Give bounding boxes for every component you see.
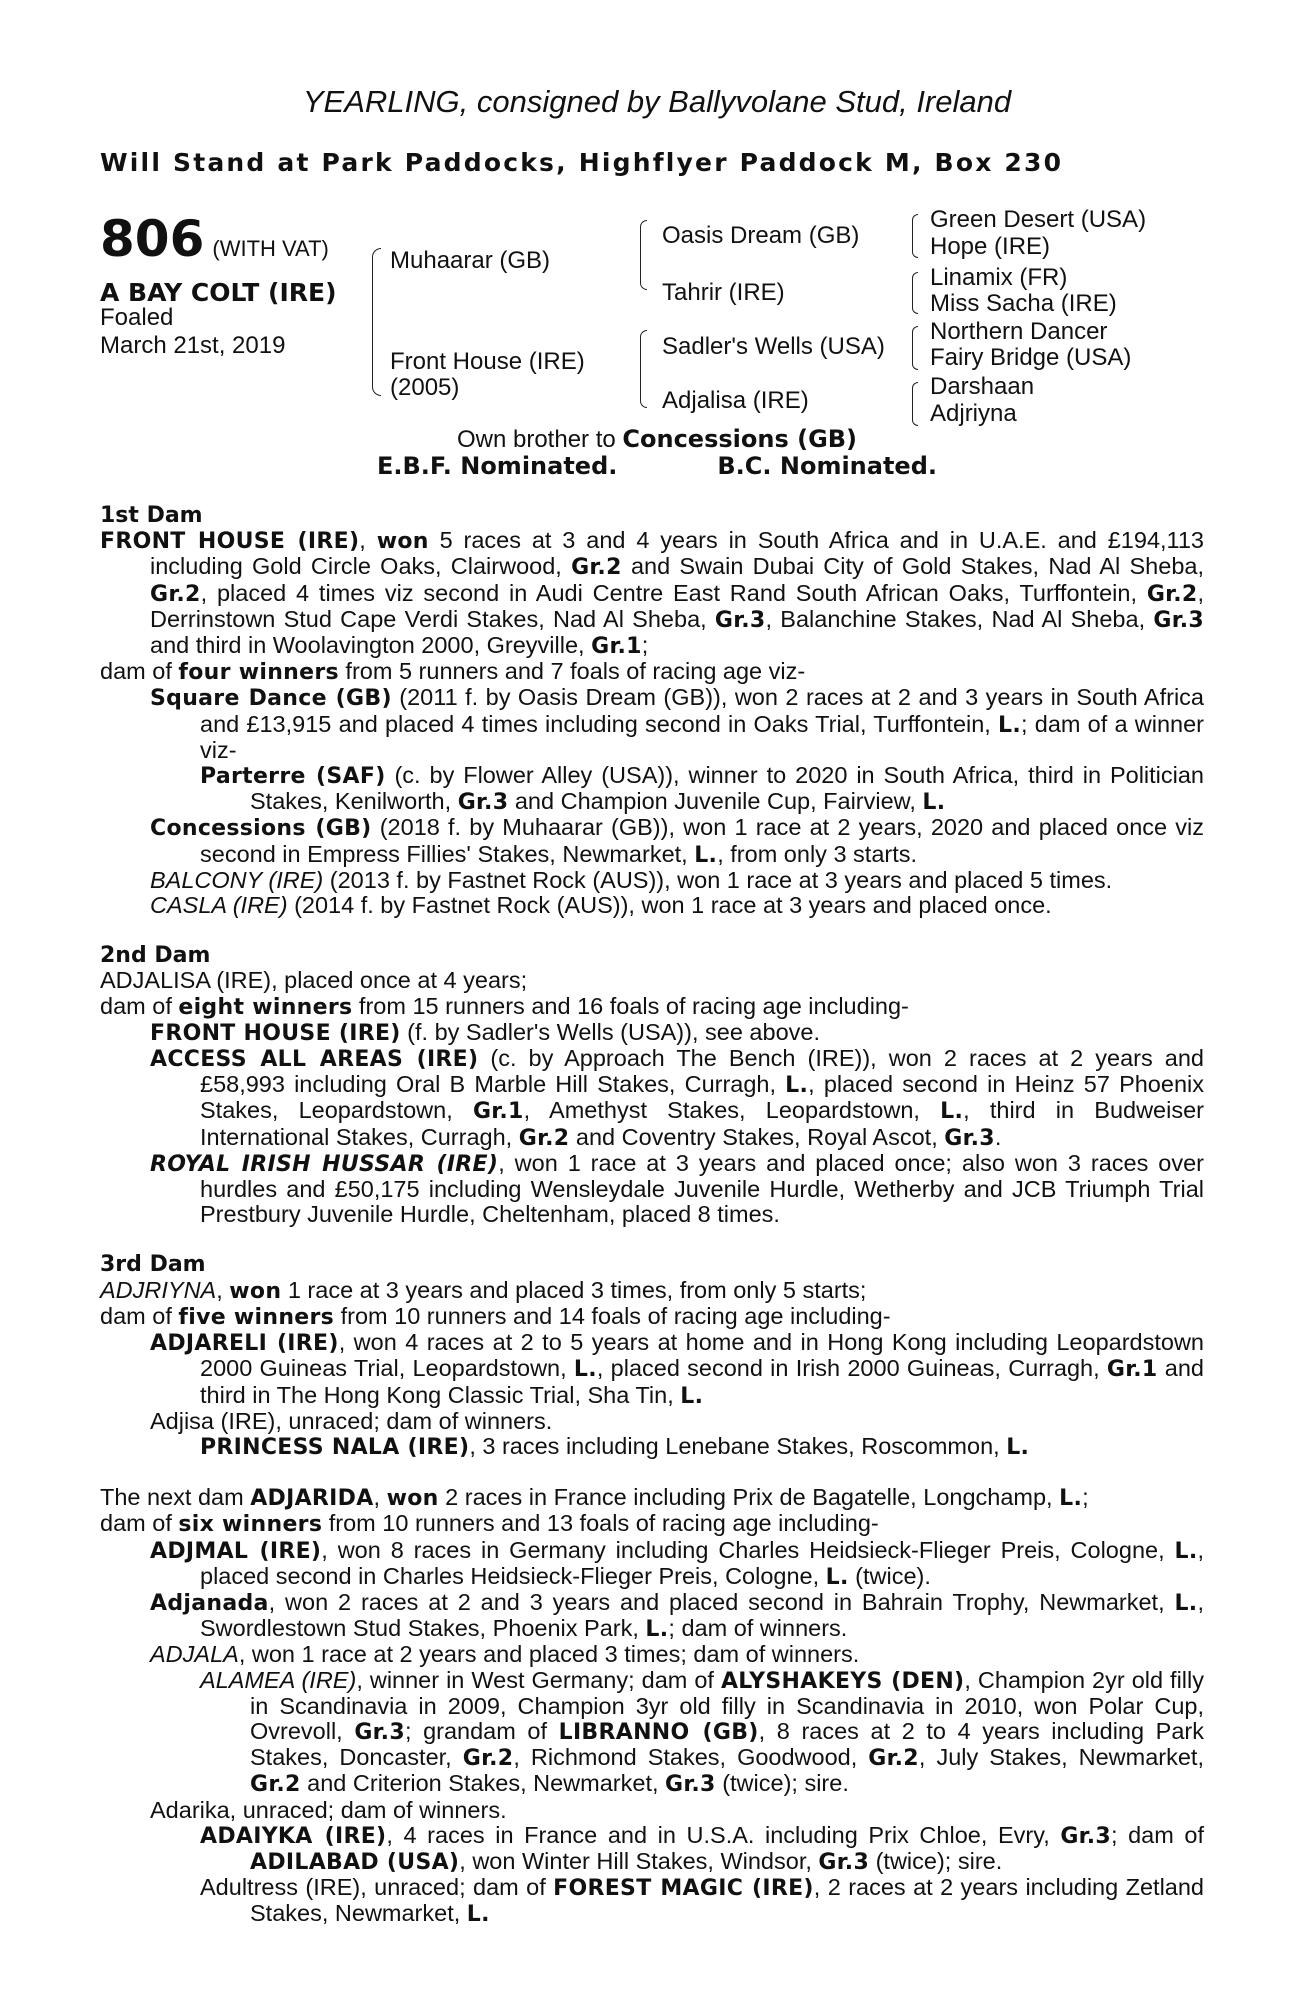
sire-dam: Tahrir (IRE): [662, 279, 785, 306]
pedigree-entry: Concessions (GB) (2018 f. by Muhaarar (GB)), won 1 race at 2 years, 2020 and placed once viz second in Empress Fillies' Stakes, Newmarket, L., from only 3 starts.: [150, 814, 1204, 868]
pedigree-entry: dam of five winners from 10 runners and 14 foals of racing age including-: [100, 1302, 891, 1330]
pedigree-entry: Parterre (SAF) (c. by Flower Alley (USA)), winner to 2020 in South Africa, third in Politician Stakes, Kenilworth, Gr.3 and Champion Juvenile Cup, Fairview, L.: [200, 762, 1204, 816]
pedigree-entry: ADJRIYNA, won 1 race at 3 years and placed 3 times, from only 5 starts;: [100, 1276, 867, 1304]
section-gap: [100, 1460, 1204, 1485]
gen3-5: Northern Dancer: [930, 318, 1108, 345]
pedigree-brace-main: [372, 248, 381, 396]
pedigree-entry: PRINCESS NALA (IRE), 3 races including Lenebane Stakes, Roscommon, L.: [200, 1432, 1030, 1460]
pedigree-entry: CASLA (IRE) (2014 f. by Fastnet Rock (AUS)), won 1 race at 3 years and placed once.: [150, 892, 1052, 919]
section-heading: 2nd Dam: [100, 943, 211, 969]
section-heading: 3rd Dam: [100, 1252, 206, 1278]
gen3-6: Fairy Bridge (USA): [930, 344, 1132, 371]
pedigree-brace-g2: [912, 272, 918, 314]
gen3-3: Linamix (FR): [930, 264, 1068, 291]
gen3-4: Miss Sacha (IRE): [930, 290, 1117, 317]
lot-number: 806: [100, 210, 205, 268]
pedigree-entry: dam of six winners from 10 runners and 13 foals of racing age including-: [100, 1510, 879, 1538]
nomination-notes: [0, 426, 1314, 480]
pedigree-entry: BALCONY (IRE) (2013 f. by Fastnet Rock (AUS)), won 1 race at 3 years and placed 5 times.: [150, 866, 1113, 893]
pedigree-body: [100, 503, 1204, 1928]
vat-label: (WITH VAT): [212, 236, 329, 261]
foaled-block: [100, 304, 285, 360]
pedigree-brace-g4: [912, 382, 918, 426]
pedigree-entry: ALAMEA (IRE), winner in West Germany; dam of ALYSHAKEYS (DEN), Champion 2yr old filly in Scandinavia in 2009, Champion 3yr old filly in Scandinavia in 2010, won Polar Cup, Ovrevoll, Gr.3; grandam of LIBRANNO (GB), 8 races at 2 to 4 years including Park Stakes, Doncaster, Gr.2, Richmond Stakes, Goodwood, Gr.2, July Stakes, Newmarket, Gr.2 and Criterion Stakes, Newmarket, Gr.3 (twice); sire.: [200, 1666, 1205, 1798]
gen3-1: Green Desert (USA): [930, 206, 1147, 233]
lot-title: A BAY COLT (IRE): [100, 278, 337, 307]
dam-sire: Sadler's Wells (USA): [662, 333, 885, 360]
pedigree-entry: ADAIYKA (IRE), 4 races in France and in U.S.A. including Prix Chloe, Evry, Gr.3; dam of ADILABAD (USA), won Winter Hill Stakes, Windsor, Gr.3 (twice); sire.: [200, 1821, 1204, 1875]
section-gap: [100, 1227, 1204, 1252]
pedigree-entry: Adjisa (IRE), unraced; dam of winners.: [150, 1407, 553, 1434]
pedigree-brace-g1: [912, 214, 918, 258]
pedigree-entry: ADJARELI (IRE), won 4 races at 2 to 5 years at home and in Hong Kong including Leopardstown 2000 Guineas Trial, Leopardstown, L., placed second in Irish 2000 Guineas, Curragh, Gr.1 and third in The Hong Kong Classic Trial, Sha Tin, L.: [150, 1329, 1204, 1409]
pedigree-entry: The next dam ADJARIDA, won 2 races in France including Prix de Bagatelle, Longchamp, L.;: [100, 1484, 1089, 1512]
foaled-label: Foaled: [100, 304, 174, 331]
pedigree-brace-g3: [912, 326, 918, 370]
pedigree-entry: FRONT HOUSE (IRE), won 5 races at 3 and 4 years in South Africa and in U.A.E. and £194,113 including Gold Circle Oaks, Clairwood, Gr.2 and Swain Dubai City of Gold Stakes, Nad Al Sheba, Gr.2, placed 4 times viz second in Audi Centre East Rand South African Oaks, Turffontein, Gr.2, Derrinstown Stud Cape Verdi Stakes, Nad Al Sheba, Gr.3, Balanchine Stakes, Nad Al Sheba, Gr.3 and third in Woolavington 2000, Greyville, Gr.1;: [100, 527, 1205, 660]
gen3-7: Darshaan: [930, 373, 1035, 400]
pedigree-brace-sire: [640, 220, 647, 290]
bc-nominated: B.C. Nominated.: [717, 452, 938, 480]
dam-year: (2005): [390, 374, 460, 401]
sire: Muhaarar (GB): [390, 247, 551, 274]
section-heading: 1st Dam: [100, 503, 203, 528]
ebf-nominated: E.B.F. Nominated.: [376, 452, 618, 480]
pedigree-entry: dam of four winners from 5 runners and 7 foals of racing age viz-: [100, 658, 806, 686]
foaled-date: March 21st, 2019: [100, 332, 286, 359]
pedigree-entry: FRONT HOUSE (IRE) (f. by Sadler's Wells (USA)), see above.: [150, 1018, 820, 1046]
pedigree-entry: Square Dance (GB) (2011 f. by Oasis Dream (GB)), won 2 races at 2 and 3 years in South Africa and £13,915 and placed 4 times including second in Oaks Trial, Turffontein, L.; dam of a winner viz-: [150, 684, 1204, 763]
section-gap: [100, 918, 1204, 943]
gen3-2: Hope (IRE): [930, 233, 1051, 260]
gen3-8: Adjriyna: [930, 400, 1017, 427]
own-brother-line: Own brother to Concessions (GB): [456, 425, 858, 453]
pedigree-brace-dam: [640, 330, 647, 408]
dam-dam: Adjalisa (IRE): [662, 387, 809, 414]
stand-location: Will Stand at Park Paddocks, Highflyer Paddock M, Box 230: [100, 148, 1064, 177]
dam: Front House (IRE): [390, 348, 585, 375]
pedigree-entry: ACCESS ALL AREAS (IRE) (c. by Approach The Bench (IRE)), won 2 races at 2 years and £58,993 including Oral B Marble Hill Stakes, Curragh, L., placed second in Heinz 57 Phoenix Stakes, Leopardstown, Gr.1, Amethyst Stakes, Leopardstown, L., third in Budweiser International Stakes, Curragh, Gr.2 and Coventry Stakes, Royal Ascot, Gr.3.: [150, 1045, 1204, 1151]
sire-sire: Oasis Dream (GB): [662, 222, 860, 249]
pedigree-entry: ADJALA, won 1 race at 2 years and placed 3 times; dam of winners.: [150, 1641, 860, 1668]
lot-header: [100, 210, 329, 268]
pedigree-entry: Adarika, unraced; dam of winners.: [150, 1796, 507, 1823]
pedigree-entry: ADJALISA (IRE), placed once at 4 years;: [100, 967, 528, 994]
pedigree-entry: ADJMAL (IRE), won 8 races in Germany including Charles Heidsieck-Flieger Preis, Cologne, L., placed second in Charles Heidsieck-Flieger Preis, Cologne, L. (twice).: [150, 1536, 1205, 1590]
nominations-line: [0, 453, 1314, 480]
pedigree-entry: Adultress (IRE), unraced; dam of FOREST MAGIC (IRE), 2 races at 2 years including Zetland Stakes, Newmarket, L.: [200, 1874, 1204, 1928]
brother-name: Concessions (GB): [622, 425, 858, 453]
pedigree-entry: dam of eight winners from 15 runners and 16 foals of racing age including-: [100, 992, 909, 1020]
pedigree-entry: ROYAL IRISH HUSSAR (IRE), won 1 race at 3 years and placed once; also won 3 races over hurdles and £50,175 including Wensleydale Juvenile Hurdle, Wetherby and JCB Triumph Trial Prestbury Juvenile Hurdle, Cheltenham, placed 8 times.: [150, 1149, 1204, 1228]
pedigree-entry: Adjanada, won 2 races at 2 and 3 years and placed second in Bahrain Trophy, Newmarket, L., Swordlestown Stud Stakes, Phoenix Park, L.; dam of winners.: [150, 1588, 1204, 1643]
consignment-line: YEARLING, consigned by Ballyvolane Stud, Ireland: [302, 84, 1012, 119]
